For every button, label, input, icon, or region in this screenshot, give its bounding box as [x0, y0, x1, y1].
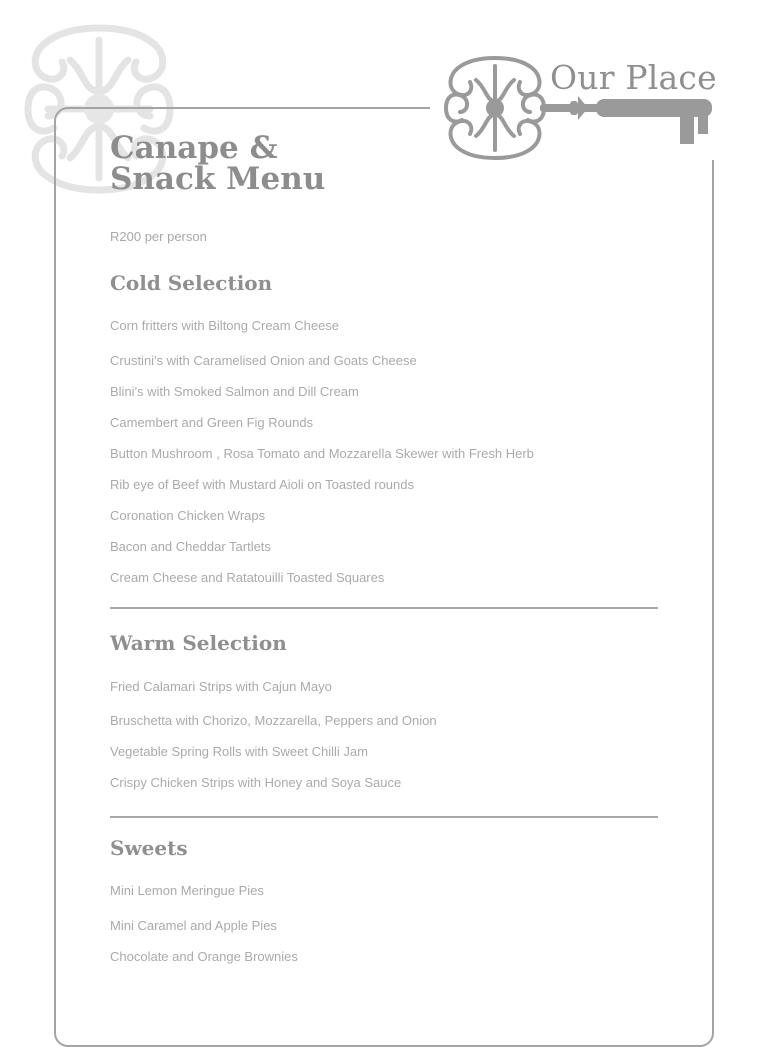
page-title — [110, 130, 326, 197]
section-heading-cold: Cold Selection — [110, 271, 273, 295]
title-line: Snack Menu — [110, 161, 326, 197]
menu-item: Mini Caramel and Apple Pies — [110, 918, 277, 933]
menu-item: Coronation Chicken Wraps — [110, 508, 266, 523]
menu-item: Bacon and Cheddar Tartlets — [110, 539, 271, 554]
menu-item: Rib eye of Beef with Mustard Aioli on Toasted rounds — [110, 477, 414, 492]
menu-item: Vegetable Spring Rolls with Sweet Chilli Jam — [110, 744, 368, 759]
menu-item: Mini Lemon Meringue Pies — [110, 883, 264, 898]
price-text: R200 per person — [110, 229, 207, 244]
brand-name: Our Place — [550, 58, 717, 97]
section-divider — [110, 816, 658, 818]
menu-item: Button Mushroom , Rosa Tomato and Mozzarella Skewer with Fresh Herb — [110, 446, 534, 461]
menu-item: Fried Calamari Strips with Cajun Mayo — [110, 679, 332, 694]
menu-item: Crispy Chicken Strips with Honey and Soya Sauce — [110, 775, 402, 790]
section-heading-warm: Warm Selection — [110, 631, 287, 655]
menu-item: Chocolate and Orange Brownies — [110, 949, 298, 964]
section-divider — [110, 607, 658, 609]
menu-item: Corn fritters with Biltong Cream Cheese — [110, 318, 340, 333]
title-line: Canape & — [110, 130, 278, 166]
menu-item: Cream Cheese and Ratatouilli Toasted Squares — [110, 570, 385, 585]
menu-item: Camembert and Green Fig Rounds — [110, 415, 314, 430]
menu-item: Bruschetta with Chorizo, Mozzarella, Peppers and Onion — [110, 713, 437, 728]
menu-item: Crustini's with Caramelised Onion and Goats Cheese — [110, 353, 417, 368]
section-heading-sweets: Sweets — [110, 836, 188, 860]
menu-item: Blini's with Smoked Salmon and Dill Cream — [110, 384, 359, 399]
